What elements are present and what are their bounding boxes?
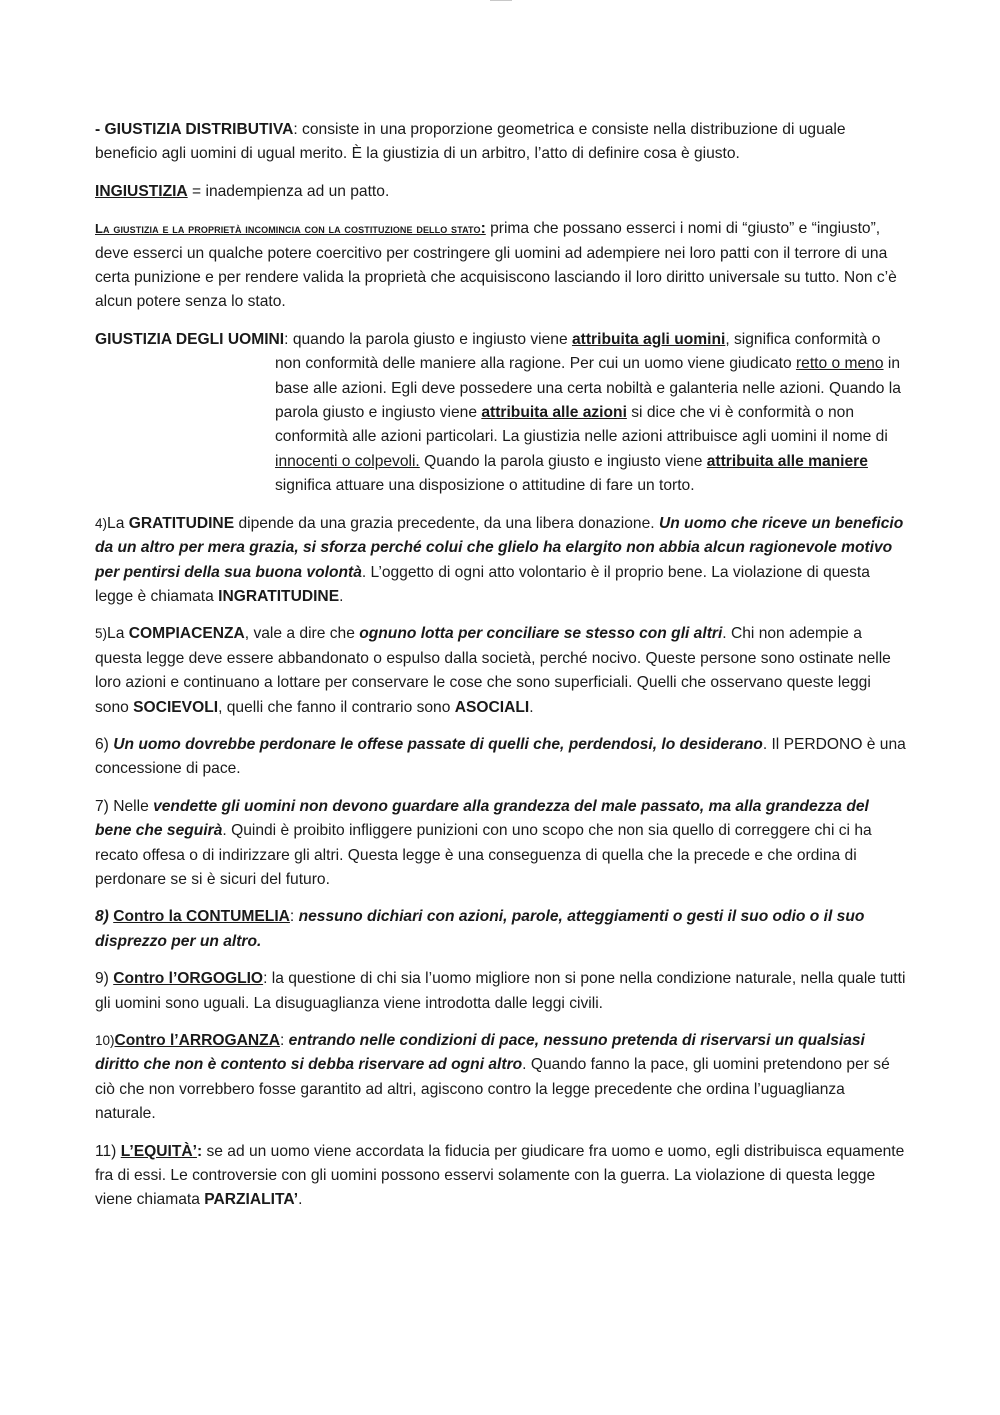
term-colon: :	[196, 1142, 203, 1160]
term-ingiustizia: INGIUSTIZIA	[95, 182, 188, 200]
paragraph-gratitudine	[95, 512, 907, 610]
emphasis-text: nessuno dichiari con azioni, parole, atteggiamenti o gesti il suo odio o il suo disprezzo per un altro.	[95, 908, 865, 950]
term-parzialita: PARZIALITA’	[204, 1191, 299, 1209]
text: : quando la parola giusto e ingiusto viene	[284, 330, 572, 348]
item-number: 5)	[95, 626, 108, 642]
text: .	[529, 698, 534, 716]
paragraph-contumelia	[95, 905, 907, 954]
text: si dice che vi è conformità o non conformità alle azioni particolari. La giustizia nelle azioni attribuisce agli uomini il nome di	[275, 404, 888, 446]
paragraph-perdono	[95, 733, 907, 782]
paragraph-compiacenza	[95, 622, 907, 720]
emphasis-text: Un uomo che riceve un beneficio da un altro per mera grazia, si sforza perché colui che glielo ha elargito non abbia alcun ragionevole motivo per pentirsi della sua buona volontà	[95, 514, 904, 581]
text: La	[107, 514, 129, 532]
paragraph-text: : consiste in una proporzione geometrica e consiste nella distribuzione di uguale beneficio agli uomini di ugual merito. È la giustizia di un arbitro, l’atto di definire cosa è giusto.	[95, 121, 846, 163]
paragraph-text: = inadempienza ad un patto.	[187, 182, 390, 200]
term-innocenti-colpevoli: innocenti o colpevoli.	[275, 452, 420, 470]
text: Nelle	[113, 797, 154, 815]
term-attribuita-azioni: attribuita alle azioni	[481, 404, 627, 422]
text: , quelli che fanno il contrario sono	[218, 698, 455, 716]
term-compiacenza: COMPIACENZA	[128, 625, 245, 643]
item-number: 11)	[95, 1142, 121, 1160]
document-body	[95, 118, 907, 1226]
header-mark	[490, 0, 512, 3]
term-giustizia-distributiva: - GIUSTIZIA DISTRIBUTIVA	[95, 121, 294, 138]
paragraph-equita	[95, 1140, 907, 1213]
paragraph-arroganza	[95, 1029, 907, 1127]
item-number: 4)	[95, 515, 108, 531]
text: se ad un uomo viene accordata la fiducia per giudicare fra uomo e uomo, egli distribuisca equamente fra di essi. Le controversie con gli uomini possono esservi solamente con la guerra. La violazione di questa legge viene chiamata	[95, 1142, 905, 1209]
text: significa attuare una disposizione o attitudine di fare un torto.	[275, 477, 695, 495]
term-equita: L’EQUITÀ’	[120, 1142, 197, 1160]
paragraph-vendette	[95, 795, 907, 893]
paragraph-text: prima che possano esserci i nomi di “giusto” e “ingiusto”, deve esserci un qualche potere coercitivo per costringere gli uomini ad adempiere nei loro patti con il terrore di una certa punizione e per rendere valida la proprietà che acquisiscono lasciando il loro diritto universale su tutto. Non c’è alcun potere senza lo stato.	[95, 220, 897, 311]
term-giustizia-uomini: GIUSTIZIA DEGLI UOMINI	[95, 330, 285, 348]
text: in base alle azioni. Egli deve possedere una certa nobiltà e galanteria nelle azioni. Quando la parola giusto e ingiusto viene	[275, 355, 901, 422]
emphasis-text: Un uomo dovrebbe perdonare le offese passate di quelli che, perdendosi, lo desiderano	[113, 735, 763, 753]
term-attribuita-maniere: attribuita alle maniere	[706, 452, 868, 470]
text: Quando la parola giusto e ingiusto viene	[419, 452, 707, 470]
paragraph-giustizia-distributiva	[95, 118, 907, 167]
item-number: 6)	[95, 735, 114, 753]
paragraph-orgoglio	[95, 967, 907, 1016]
heading-giustizia-stato: La giustizia e la proprietà incomincia con la costituzione dello stato	[95, 221, 481, 237]
term-gratitudine: GRATITUDINE	[128, 514, 235, 532]
text: . Quindi è proibito infliggere punizioni con uno scopo che non sia quello di correggere chi ci ha recato offesa o di indirizzare gli altri. Questa legge è una conseguenza di quella che la precede e che ordina di perdonare se si è sicuri del futuro.	[95, 822, 872, 888]
text: :	[289, 908, 299, 926]
paragraph-ingiustizia	[95, 180, 907, 204]
emphasis-text: entrando nelle condizioni di pace, nessuno pretenda di riservarsi un qualsiasi diritto che non è contento si debba riservare ad ogni altro	[95, 1032, 865, 1074]
text: :	[279, 1032, 289, 1049]
text: , significa conformità o non conformità delle maniere alla ragione. Per cui un uomo viene giudicato	[275, 330, 881, 373]
term-asociali: ASOCIALI	[454, 698, 530, 716]
paragraph-giustizia-stato	[95, 217, 907, 315]
text: dipende da una grazia precedente, da una libera donazione.	[234, 514, 659, 532]
item-number: 10)	[95, 1033, 115, 1048]
hang-first-line	[95, 331, 284, 348]
term-socievoli: SOCIEVOLI	[133, 698, 219, 716]
emphasis-text: vendette gli uomini non devono guardare alla grandezza del male passato, ma alla grandezza del bene che seguirà	[95, 797, 869, 840]
paragraph-giustizia-uomini	[95, 328, 907, 499]
text: . Quando fanno la pace, gli uomini pretendono per sé ciò che non vorrebbero fosse garantito ad altri, agiscono contro la legge precedente che ordina l’uguaglianza naturale.	[95, 1056, 890, 1123]
text: .	[339, 587, 344, 605]
term-orgoglio: Contro l’ORGOGLIO	[113, 970, 264, 988]
term-retto-o-meno: retto o meno	[795, 355, 884, 373]
hang-body	[95, 328, 907, 499]
term-contumelia: Contro la CONTUMELIA	[113, 908, 290, 926]
heading-colon: :	[480, 220, 486, 238]
item-number: 7)	[95, 797, 114, 815]
term-attribuita-uomini: attribuita agli uomini	[571, 330, 726, 348]
term-ingratitudine: INGRATITUDINE	[218, 587, 340, 605]
hang-indent	[95, 328, 275, 499]
emphasis-text: ognuno lotta per conciliare se stesso con gli altri	[359, 625, 723, 643]
term-arroganza: Contro l’ARROGANZA	[114, 1032, 280, 1049]
text: , vale a dire che	[244, 625, 360, 643]
text: : la questione di chi sia l’uomo migliore non si pone nella condizione naturale, nella quale tutti gli uomini sono uguali. La disuguaglianza viene introdotta dalle leggi civili.	[95, 970, 906, 1012]
item-number: 9)	[95, 970, 114, 988]
item-number: 8)	[95, 908, 114, 926]
text: . Il PERDONO è una concessione di pace.	[95, 735, 906, 778]
text: . Chi non adempie a questa legge deve essere abbandonato o espulso dalla società, perché nocivo. Queste persone sono ostinate nelle loro azioni e continuano a lottare per conservare le cose che sono superficiali. Quelli che osservano queste leggi sono	[95, 625, 891, 716]
text: .	[298, 1191, 303, 1209]
text: La	[107, 625, 129, 643]
text: . L’oggetto di ogni atto volontario è il proprio bene. La violazione di questa legge è chiamata	[95, 563, 870, 605]
